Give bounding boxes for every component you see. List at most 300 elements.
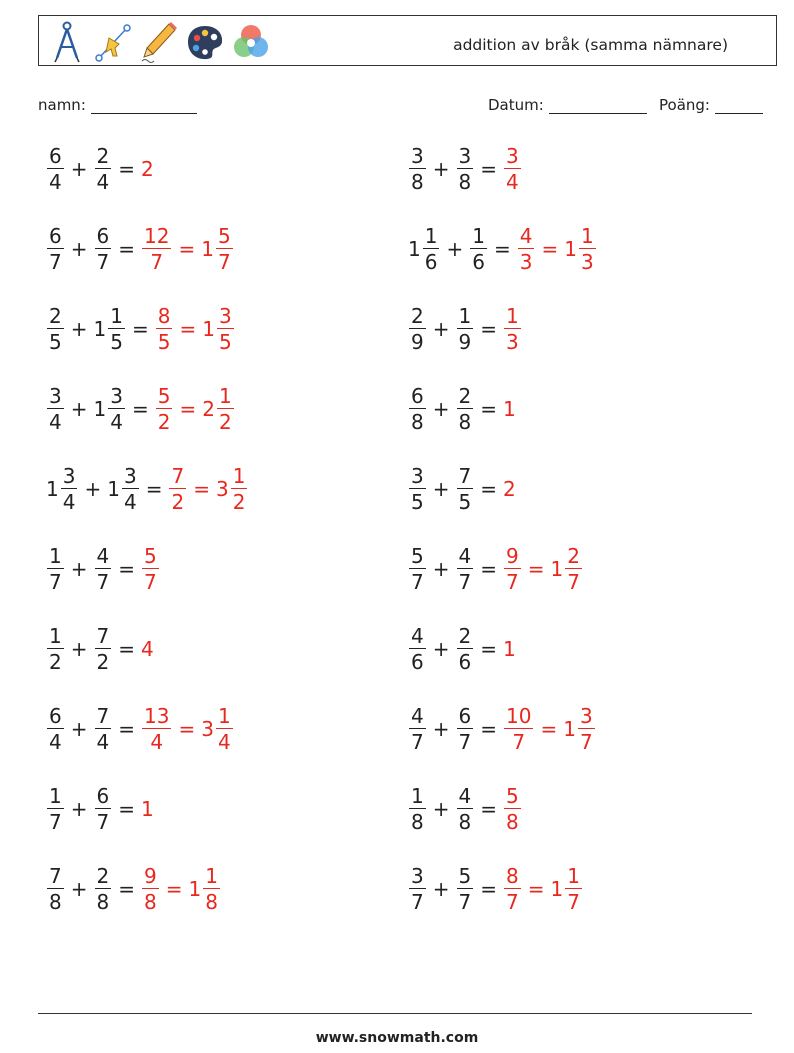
fraction-stack [142, 706, 171, 752]
denominator: 8 [205, 890, 218, 914]
operator: + [432, 557, 450, 581]
denominator: 5 [411, 490, 424, 514]
fraction-stack [578, 706, 595, 752]
numerator: 8 [157, 304, 171, 328]
operator: = [131, 317, 149, 341]
mixed-number [94, 386, 126, 432]
numerator: 1 [49, 544, 62, 568]
fraction [469, 226, 488, 272]
fraction [46, 146, 65, 192]
operator: + [84, 477, 102, 501]
whole-part: 1 [550, 877, 564, 901]
fraction [503, 866, 522, 912]
integer-term [141, 797, 154, 821]
denominator: 2 [232, 490, 246, 514]
fraction-stack [409, 386, 426, 432]
fraction-stack [47, 546, 64, 592]
answer [141, 546, 160, 592]
denominator: 7 [567, 570, 580, 594]
mixed-number [46, 466, 78, 512]
problem-row [46, 466, 248, 512]
operator: = [118, 237, 135, 261]
whole-part: 1 [46, 477, 59, 501]
operator: = [118, 557, 135, 581]
fraction [408, 306, 427, 352]
operator: = [480, 877, 497, 901]
fraction-stack [504, 786, 521, 832]
fraction-stack [457, 546, 474, 592]
operator: + [70, 237, 88, 261]
operator: = [118, 637, 135, 661]
fraction-stack [95, 226, 112, 272]
fraction [46, 306, 65, 352]
operator: + [432, 637, 450, 661]
operator: + [70, 877, 88, 901]
numerator: 9 [506, 544, 519, 568]
fraction [46, 546, 65, 592]
operator: + [70, 717, 88, 741]
numerator: 7 [171, 464, 185, 488]
denominator: 7 [458, 890, 472, 914]
whole-number: 4 [141, 637, 154, 661]
denominator: 8 [411, 170, 424, 194]
fraction [408, 786, 427, 832]
numerator: 6 [96, 224, 110, 248]
numerator: 1 [49, 784, 62, 808]
problem-row [46, 146, 154, 192]
numerator: 3 [123, 464, 137, 488]
fraction [503, 306, 522, 352]
denominator: 7 [458, 730, 472, 754]
fraction [408, 466, 427, 512]
numerator: 1 [458, 304, 472, 328]
fraction-stack [504, 866, 521, 912]
integer-term [141, 157, 154, 181]
fraction-stack [457, 866, 474, 912]
name-blank [91, 99, 197, 114]
fraction [94, 626, 113, 672]
denominator: 7 [49, 810, 62, 834]
answer [155, 306, 235, 352]
denominator: 8 [411, 410, 424, 434]
fraction-stack [231, 466, 248, 512]
problem-row [408, 386, 516, 432]
whole-number: 1 [503, 397, 516, 421]
denominator: 6 [411, 650, 424, 674]
denominator: 4 [110, 410, 123, 434]
denominator: 4 [49, 410, 62, 434]
mixed-number [202, 306, 234, 352]
answer [503, 866, 583, 912]
worksheet-title: addition av bråk (samma nämnare) [453, 36, 728, 54]
problem-row [408, 466, 516, 512]
denominator: 2 [171, 490, 185, 514]
denominator: 7 [96, 810, 110, 834]
numerator: 2 [96, 144, 110, 168]
numerator: 3 [411, 864, 424, 888]
denominator: 7 [217, 250, 231, 274]
answer [155, 386, 235, 432]
denominator: 4 [62, 490, 76, 514]
whole-part: 3 [215, 477, 229, 501]
color-circles-icon [231, 20, 271, 64]
operator: = [493, 237, 511, 261]
mixed-number [201, 226, 233, 272]
whole-part: 1 [550, 557, 564, 581]
numerator: 1 [580, 224, 594, 248]
fraction-stack [504, 706, 533, 752]
denominator: 2 [218, 410, 232, 434]
denominator: 6 [424, 250, 438, 274]
fraction [46, 626, 65, 672]
numerator: 1 [567, 864, 580, 888]
operator: = [540, 717, 558, 741]
denominator: 9 [458, 330, 472, 354]
answer [503, 546, 583, 592]
operator: = [480, 317, 497, 341]
denominator: 4 [150, 730, 164, 754]
numerator: 1 [218, 384, 232, 408]
fraction-stack [409, 146, 426, 192]
fraction-stack [142, 226, 171, 272]
fraction-stack [423, 226, 440, 272]
numerator: 7 [96, 624, 110, 648]
operator: = [179, 397, 197, 421]
denominator: 4 [96, 730, 110, 754]
operator: + [70, 317, 88, 341]
numerator: 4 [411, 624, 424, 648]
fraction-stack [504, 146, 521, 192]
score-label: Poäng: [659, 96, 710, 114]
fraction-stack [409, 626, 426, 672]
date-blank [549, 99, 647, 114]
fraction-stack [457, 466, 474, 512]
fraction-stack [409, 466, 426, 512]
date-label: Datum: [488, 96, 544, 114]
denominator: 7 [96, 570, 110, 594]
mixed-number [107, 466, 139, 512]
fraction [141, 866, 160, 912]
numerator: 3 [458, 144, 472, 168]
answer [168, 466, 248, 512]
fraction-stack [47, 786, 64, 832]
denominator: 7 [411, 890, 424, 914]
operator: = [480, 717, 497, 741]
numerator: 1 [110, 304, 123, 328]
fraction [456, 866, 475, 912]
problem-row [408, 146, 522, 192]
answer [141, 706, 234, 752]
fraction [46, 866, 65, 912]
numerator: 3 [110, 384, 123, 408]
fraction-stack [95, 786, 112, 832]
operator: = [527, 877, 545, 901]
denominator: 8 [458, 170, 472, 194]
operator: = [480, 797, 497, 821]
operator: = [165, 877, 183, 901]
whole-part: 3 [201, 717, 214, 741]
fraction-stack [565, 546, 582, 592]
denominator: 7 [49, 570, 62, 594]
numerator: 9 [144, 864, 157, 888]
icon-strip [47, 20, 271, 64]
numerator: 1 [506, 304, 519, 328]
fraction [94, 146, 113, 192]
numerator: 4 [458, 784, 472, 808]
operator: + [70, 397, 88, 421]
problem-row [46, 226, 234, 272]
mixed-number [564, 226, 596, 272]
operator: + [432, 397, 450, 421]
numerator: 6 [49, 704, 62, 728]
footer-divider [38, 1013, 752, 1014]
fraction [408, 626, 427, 672]
numerator: 6 [49, 144, 62, 168]
integer-term [503, 477, 516, 501]
numerator: 3 [62, 464, 76, 488]
fraction [456, 786, 475, 832]
fraction [141, 546, 160, 592]
fraction-stack [47, 226, 64, 272]
numerator: 4 [519, 224, 533, 248]
mixed-number [201, 706, 233, 752]
fraction-stack [457, 786, 474, 832]
problem-row [46, 866, 221, 912]
operator: = [118, 797, 135, 821]
numerator: 2 [567, 544, 580, 568]
whole-number: 1 [503, 637, 516, 661]
answer [141, 637, 154, 661]
answer [517, 226, 597, 272]
fraction-stack [457, 706, 474, 752]
fraction-stack [108, 306, 125, 352]
operator: + [70, 637, 88, 661]
fraction-stack [203, 866, 220, 912]
numerator: 1 [472, 224, 485, 248]
fraction-stack [95, 706, 112, 752]
answer [503, 706, 596, 752]
denominator: 7 [144, 570, 157, 594]
numerator: 4 [458, 544, 472, 568]
problem-row [46, 626, 154, 672]
whole-part: 1 [408, 237, 421, 261]
denominator: 3 [506, 330, 519, 354]
paint-palette-icon [185, 20, 225, 64]
fraction [456, 466, 475, 512]
problem-row [46, 546, 160, 592]
operator: = [118, 157, 135, 181]
fraction-stack [216, 706, 233, 752]
numerator: 1 [232, 464, 246, 488]
problem-row [408, 786, 522, 832]
whole-number: 1 [141, 797, 154, 821]
denominator: 3 [519, 250, 533, 274]
fraction [456, 546, 475, 592]
fraction [46, 386, 65, 432]
problem-row [46, 306, 235, 352]
denominator: 4 [506, 170, 519, 194]
fraction-stack [409, 306, 426, 352]
fraction [456, 146, 475, 192]
denominator: 4 [217, 730, 231, 754]
fraction-stack [108, 386, 125, 432]
answer [503, 146, 522, 192]
whole-number: 2 [503, 477, 516, 501]
fraction [503, 146, 522, 192]
fraction [94, 546, 113, 592]
denominator: 7 [506, 890, 519, 914]
mixed-number [551, 546, 583, 592]
fraction-stack [47, 306, 64, 352]
denominator: 8 [144, 890, 157, 914]
fraction-stack [579, 226, 596, 272]
fraction-stack [457, 146, 474, 192]
numerator: 7 [458, 464, 472, 488]
whole-part: 1 [188, 877, 202, 901]
whole-part: 1 [564, 237, 577, 261]
fraction [46, 786, 65, 832]
numerator: 3 [49, 384, 62, 408]
denominator: 5 [49, 330, 62, 354]
denominator: 7 [411, 570, 424, 594]
numerator: 10 [506, 704, 532, 728]
answer [141, 226, 234, 272]
answer [141, 157, 154, 181]
mixed-number [408, 226, 440, 272]
operator: = [179, 317, 197, 341]
numerator: 2 [458, 384, 472, 408]
problem-row [408, 226, 597, 272]
integer-term [503, 637, 516, 661]
fraction-stack [47, 386, 64, 432]
problem-row [46, 786, 154, 832]
numerator: 1 [424, 224, 438, 248]
fraction [168, 466, 187, 512]
fraction [408, 866, 427, 912]
denominator: 8 [458, 410, 472, 434]
numerator: 2 [458, 624, 472, 648]
operator: + [432, 797, 450, 821]
fraction-stack [457, 386, 474, 432]
operator: = [480, 157, 497, 181]
denominator: 7 [411, 730, 424, 754]
denominator: 2 [96, 650, 110, 674]
problem-row [46, 706, 234, 752]
fraction-stack [95, 866, 112, 912]
numerator: 1 [411, 784, 424, 808]
numerator: 3 [218, 304, 232, 328]
fraction-stack [216, 226, 233, 272]
operator: = [480, 477, 497, 501]
fraction [517, 226, 536, 272]
denominator: 7 [150, 250, 164, 274]
operator: = [178, 717, 196, 741]
problem-row [408, 546, 583, 592]
operator: + [70, 557, 88, 581]
answer [503, 477, 516, 501]
denominator: 5 [110, 330, 123, 354]
mixed-number [94, 306, 126, 352]
operator: = [527, 557, 545, 581]
numerator: 5 [217, 224, 231, 248]
operator: = [178, 237, 196, 261]
fraction-stack [504, 306, 521, 352]
denominator: 7 [512, 730, 526, 754]
compass-icon [47, 20, 87, 64]
fraction-stack [95, 626, 112, 672]
answer [141, 797, 154, 821]
fraction-stack [409, 866, 426, 912]
fraction-stack [95, 146, 112, 192]
fraction-stack [518, 226, 535, 272]
fraction-stack [217, 386, 234, 432]
operator: + [432, 317, 450, 341]
denominator: 7 [96, 250, 110, 274]
mixed-number [563, 706, 595, 752]
operator: = [480, 557, 497, 581]
fraction [94, 706, 113, 752]
fraction [46, 226, 65, 272]
fraction-stack [217, 306, 234, 352]
operator: = [118, 717, 135, 741]
integer-term [141, 637, 154, 661]
fraction-stack [169, 466, 186, 512]
score-blank [715, 99, 763, 114]
answer [503, 397, 516, 421]
date-field [488, 96, 647, 114]
operator: + [70, 157, 88, 181]
answer [503, 306, 522, 352]
operator: + [432, 717, 450, 741]
numerator: 6 [49, 224, 62, 248]
numerator: 4 [411, 704, 424, 728]
fraction-stack [156, 306, 173, 352]
fraction-stack [470, 226, 487, 272]
problem-row [408, 866, 583, 912]
fraction-stack [156, 386, 173, 432]
mixed-number [216, 466, 248, 512]
fraction [141, 226, 172, 272]
score-field [659, 96, 763, 114]
problem-row [46, 386, 235, 432]
fraction [456, 386, 475, 432]
fraction [155, 386, 174, 432]
denominator: 8 [506, 810, 519, 834]
operator: + [432, 157, 450, 181]
fraction-stack [61, 466, 78, 512]
fraction [503, 786, 522, 832]
denominator: 4 [49, 170, 62, 194]
fraction-stack [504, 546, 521, 592]
fraction-stack [142, 866, 159, 912]
pencil-icon [139, 20, 179, 64]
mixed-number [202, 386, 234, 432]
fraction-stack [122, 466, 139, 512]
fraction-stack [409, 706, 426, 752]
denominator: 3 [580, 250, 594, 274]
numerator: 5 [506, 784, 519, 808]
denominator: 8 [458, 810, 472, 834]
fraction [94, 786, 113, 832]
numerator: 4 [96, 544, 110, 568]
fraction-stack [47, 146, 64, 192]
fraction [456, 626, 475, 672]
numerator: 6 [458, 704, 472, 728]
numerator: 7 [49, 864, 62, 888]
operator: = [480, 397, 497, 421]
denominator: 4 [49, 730, 62, 754]
numerator: 1 [205, 864, 218, 888]
